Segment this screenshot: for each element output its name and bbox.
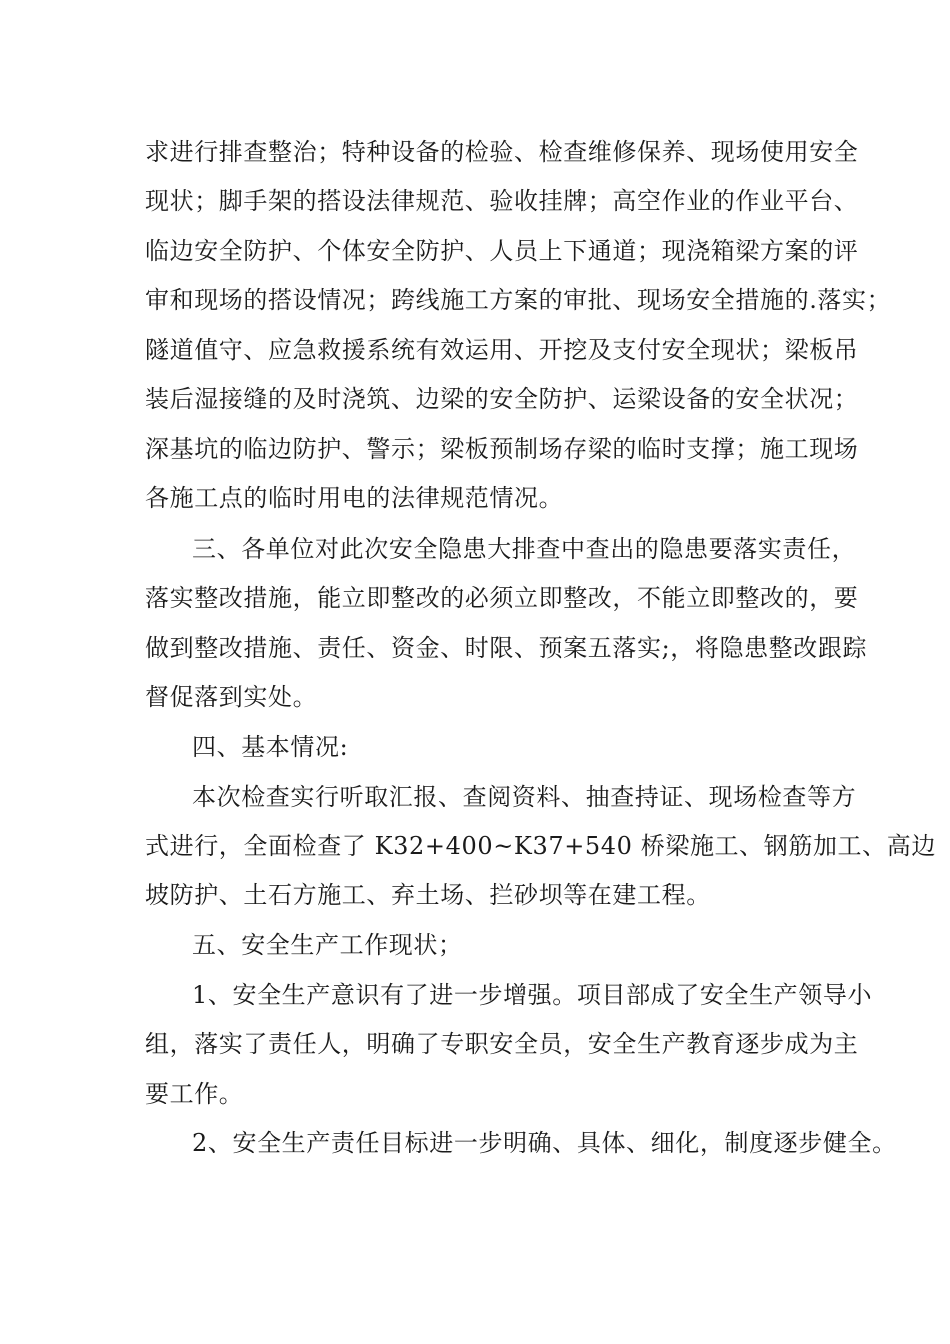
list-item-1-first-line: 1、安全生产意识有了进一步增强。项目部成了安全生产领导小 [192, 981, 873, 1009]
text-line: 深基坑的临边防护、警示；梁板预制场存梁的临时支撑；施工现场 [145, 435, 859, 463]
text-line: 坡防护、土石方施工、弃土场、拦砂坝等在建工程。 [145, 881, 711, 909]
text-line: 审和现场的搭设情况；跨线施工方案的审批、现场安全措施的.落实； [145, 286, 892, 314]
text-line: 组，落实了责任人，明确了专职安全员，安全生产教育逐步成为主 [145, 1030, 859, 1058]
section-five-heading: 五、安全生产工作现状； [192, 931, 463, 959]
text-line: 现状；脚手架的搭设法律规范、验收挂牌；高空作业的作业平台、 [145, 187, 859, 215]
list-item-2-first-line: 2、安全生产责任目标进一步明确、具体、细化，制度逐步健全。 [192, 1129, 897, 1157]
text-line: 落实整改措施，能立即整改的必须立即整改，不能立即整改的，要 [145, 584, 859, 612]
text-line: 装后湿接缝的及时浇筑、边梁的安全防护、运梁设备的安全状况； [145, 385, 859, 413]
section-three-heading-line: 三、各单位对此次安全隐患大排查中查出的隐患要落实责任， [192, 535, 857, 563]
text-line: 隧道值守、应急救援系统有效运用、开挖及支付安全现状；梁板吊 [145, 336, 859, 364]
text-line: 式进行，全面检查了 K32+400~K37+540 桥梁施工、钢筋加工、高边 [145, 832, 936, 860]
text-line: 督促落到实处。 [145, 683, 318, 711]
text-line: 各施工点的临时用电的法律规范情况。 [145, 484, 564, 512]
section-four-heading: 四、基本情况: [192, 733, 349, 761]
text-line: 要工作。 [145, 1080, 244, 1108]
text-line: 做到整改措施、责任、资金、时限、预案五落实;，将隐患整改跟踪 [145, 634, 868, 662]
paragraph-first-line: 本次检查实行听取汇报、查阅资料、抽查持证、现场检查等方 [192, 783, 857, 811]
text-line: 求进行排查整治；特种设备的检验、检查维修保养、现场使用安全 [145, 138, 859, 166]
text-line: 临边安全防护、个体安全防护、人员上下通道；现浇箱梁方案的评 [145, 237, 859, 265]
